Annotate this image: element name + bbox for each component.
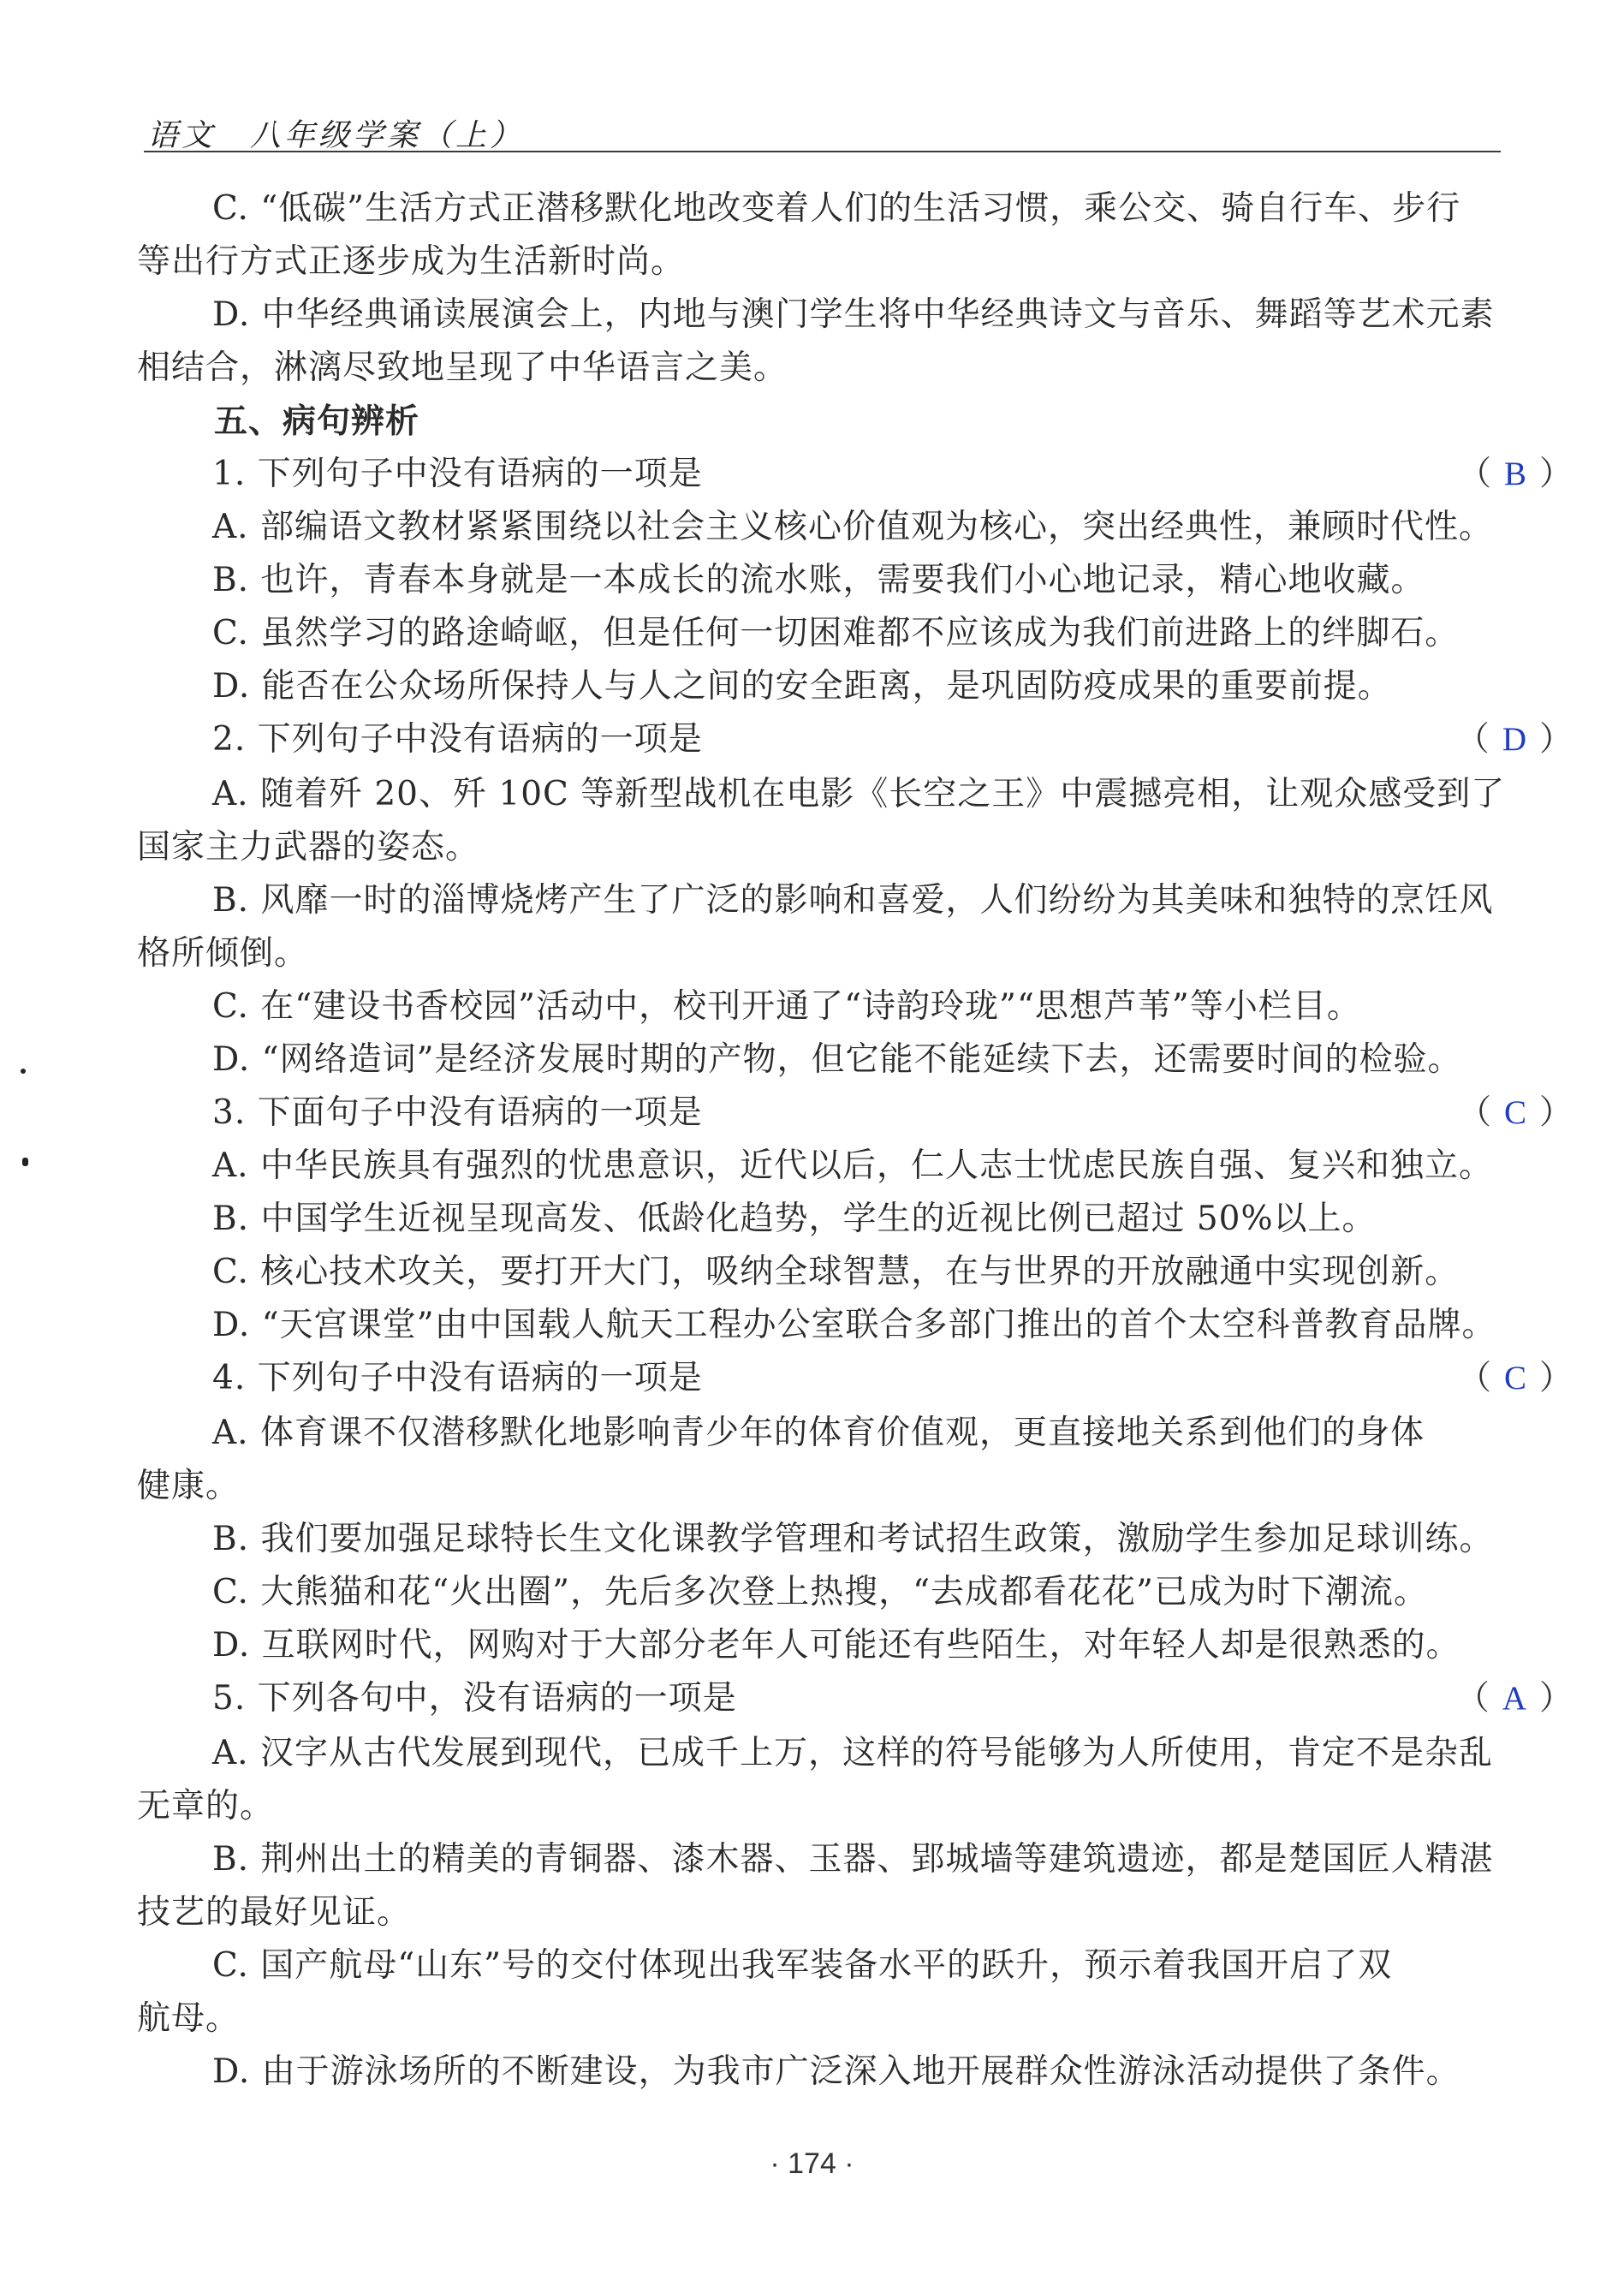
answer-letter: D: [1502, 721, 1527, 758]
option-line: 格所倾倒。: [137, 934, 309, 973]
option-line: B. 我们要加强足球特长生文化课教学管理和考试招生政策，激励学生参加足球训练。: [212, 1520, 1494, 1558]
option-line: C. 国产航母“山东”号的交付体现出我军装备水平的跃升，预示着我国开启了双: [212, 1946, 1393, 1985]
option-line: D. 由于游泳场所的不断建设，为我市广泛深入地开展群众性游泳活动提供了条件。: [212, 2052, 1460, 2091]
answer-bracket: （ A ）: [1455, 1679, 1573, 1718]
text-line: 相结合，淋漓尽致地呈现了中华语言之美。: [137, 348, 788, 387]
option-line: B. 也许，青春本身就是一本成长的流水账，需要我们小心地记录，精心地收藏。: [212, 561, 1425, 599]
question-stem: 2. 下列句子中没有语病的一项是: [212, 720, 703, 759]
text-line: D. 中华经典诵读展演会上，内地与澳门学生将中华经典诗文与音乐、舞蹈等艺术元素: [212, 295, 1495, 334]
answer-letter: C: [1503, 1094, 1527, 1131]
section-heading: 五、病句辨析: [214, 402, 420, 441]
answer-letter: B: [1503, 456, 1527, 492]
option-line: B. 风靡一时的淄博烧烤产生了广泛的影响和喜爱，人们纷纷为其美味和独特的烹饪风: [212, 881, 1494, 920]
option-line: 航母。: [137, 1999, 241, 2038]
question-4: [137, 1356, 1582, 1401]
option-line: 技艺的最好见证。: [137, 1893, 412, 1932]
option-line: 无章的。: [137, 1787, 275, 1825]
answer-letter: A: [1502, 1680, 1527, 1717]
answer-bracket: （ D ）: [1455, 720, 1573, 759]
option-line: A. 体育课不仅潜移默化地影响青少年的体育价值观，更直接地关系到他们的身体: [212, 1414, 1425, 1452]
option-line: A. 随着歼 20、歼 10C 等新型战机在电影《长空之王》中震撼亮相，让观众感受到了: [212, 775, 1506, 813]
page-header: [144, 110, 1501, 152]
margin-mark: [22, 1158, 28, 1166]
question-5: [137, 1676, 1582, 1721]
question-stem: 1. 下列句子中没有语病的一项是: [212, 455, 703, 493]
text-line: C. “低碳”生活方式正潜移默化地改变着人们的生活习惯，乘公交、骑自行车、步行: [212, 189, 1461, 228]
option-line: A. 中华民族具有强烈的忧患意识，近代以后，仁人志士忧虑民族自强、复兴和独立。: [212, 1146, 1493, 1185]
option-line: D. “网络造词”是经济发展时期的产物，但它能不能延续下去，还需要时间的检验。: [212, 1040, 1462, 1079]
option-line: A. 部编语文教材紧紧围绕以社会主义核心价值观为核心，突出经典性，兼顾时代性。: [212, 508, 1493, 546]
answer-bracket: （ C ）: [1457, 1359, 1573, 1397]
option-line: C. 大熊猫和花“火出圈”，先后多次登上热搜，“去成都看花花”已成为时下潮流。: [212, 1573, 1428, 1611]
option-line: C. 在“建设书香校园”活动中，校刊开通了“诗韵玲珑”“思想芦苇”等小栏目。: [212, 987, 1361, 1026]
question-stem: 5. 下列各句中，没有语病的一项是: [212, 1679, 737, 1718]
option-line: D. “天宫课堂”由中国载人航天工程办公室联合多部门推出的首个太空科普教育品牌。: [212, 1306, 1496, 1344]
page-number: · 174 ·: [770, 2147, 854, 2180]
answer-bracket: （ C ）: [1457, 1093, 1573, 1132]
option-line: 健康。: [137, 1467, 241, 1505]
answer-bracket: （ B ）: [1457, 455, 1573, 493]
option-line: D. 能否在公众场所保持人与人之间的安全距离，是巩固防疫成果的重要前提。: [212, 667, 1392, 706]
question-stem: 3. 下面句子中没有语病的一项是: [212, 1093, 703, 1132]
margin-mark: [21, 1069, 26, 1074]
option-line: B. 中国学生近视呈现高发、低龄化趋势，学生的近视比例已超过 50%以上。: [212, 1200, 1377, 1238]
option-line: C. 虽然学习的路途崎岖，但是任何一切困难都不应该成为我们前进路上的绊脚石。: [212, 614, 1460, 652]
question-2: [137, 718, 1582, 762]
option-line: D. 互联网时代，网购对于大部分老年人可能还有些陌生，对年轻人却是很熟悉的。: [212, 1626, 1460, 1665]
option-line: B. 荆州出土的精美的青铜器、漆木器、玉器、郢城墙等建筑遗迹，都是楚国匠人精湛: [212, 1840, 1494, 1879]
question-stem: 4. 下列句子中没有语病的一项是: [212, 1359, 703, 1397]
question-1: [137, 452, 1582, 497]
option-line: C. 核心技术攻关，要打开大门，吸纳全球智慧，在与世界的开放融通中实现创新。: [212, 1253, 1460, 1291]
option-line: 国家主力武器的姿态。: [137, 828, 480, 867]
answer-letter: C: [1503, 1360, 1527, 1397]
question-3: [137, 1091, 1582, 1135]
option-line: A. 汉字从古代发展到现代，已成千上万，这样的符号能够为人所使用，肯定不是杂乱: [212, 1734, 1493, 1772]
text-line: 等出行方式正逐步成为生活新时尚。: [137, 242, 686, 281]
header-title: 语文 八年级学案（上）: [147, 118, 525, 153]
